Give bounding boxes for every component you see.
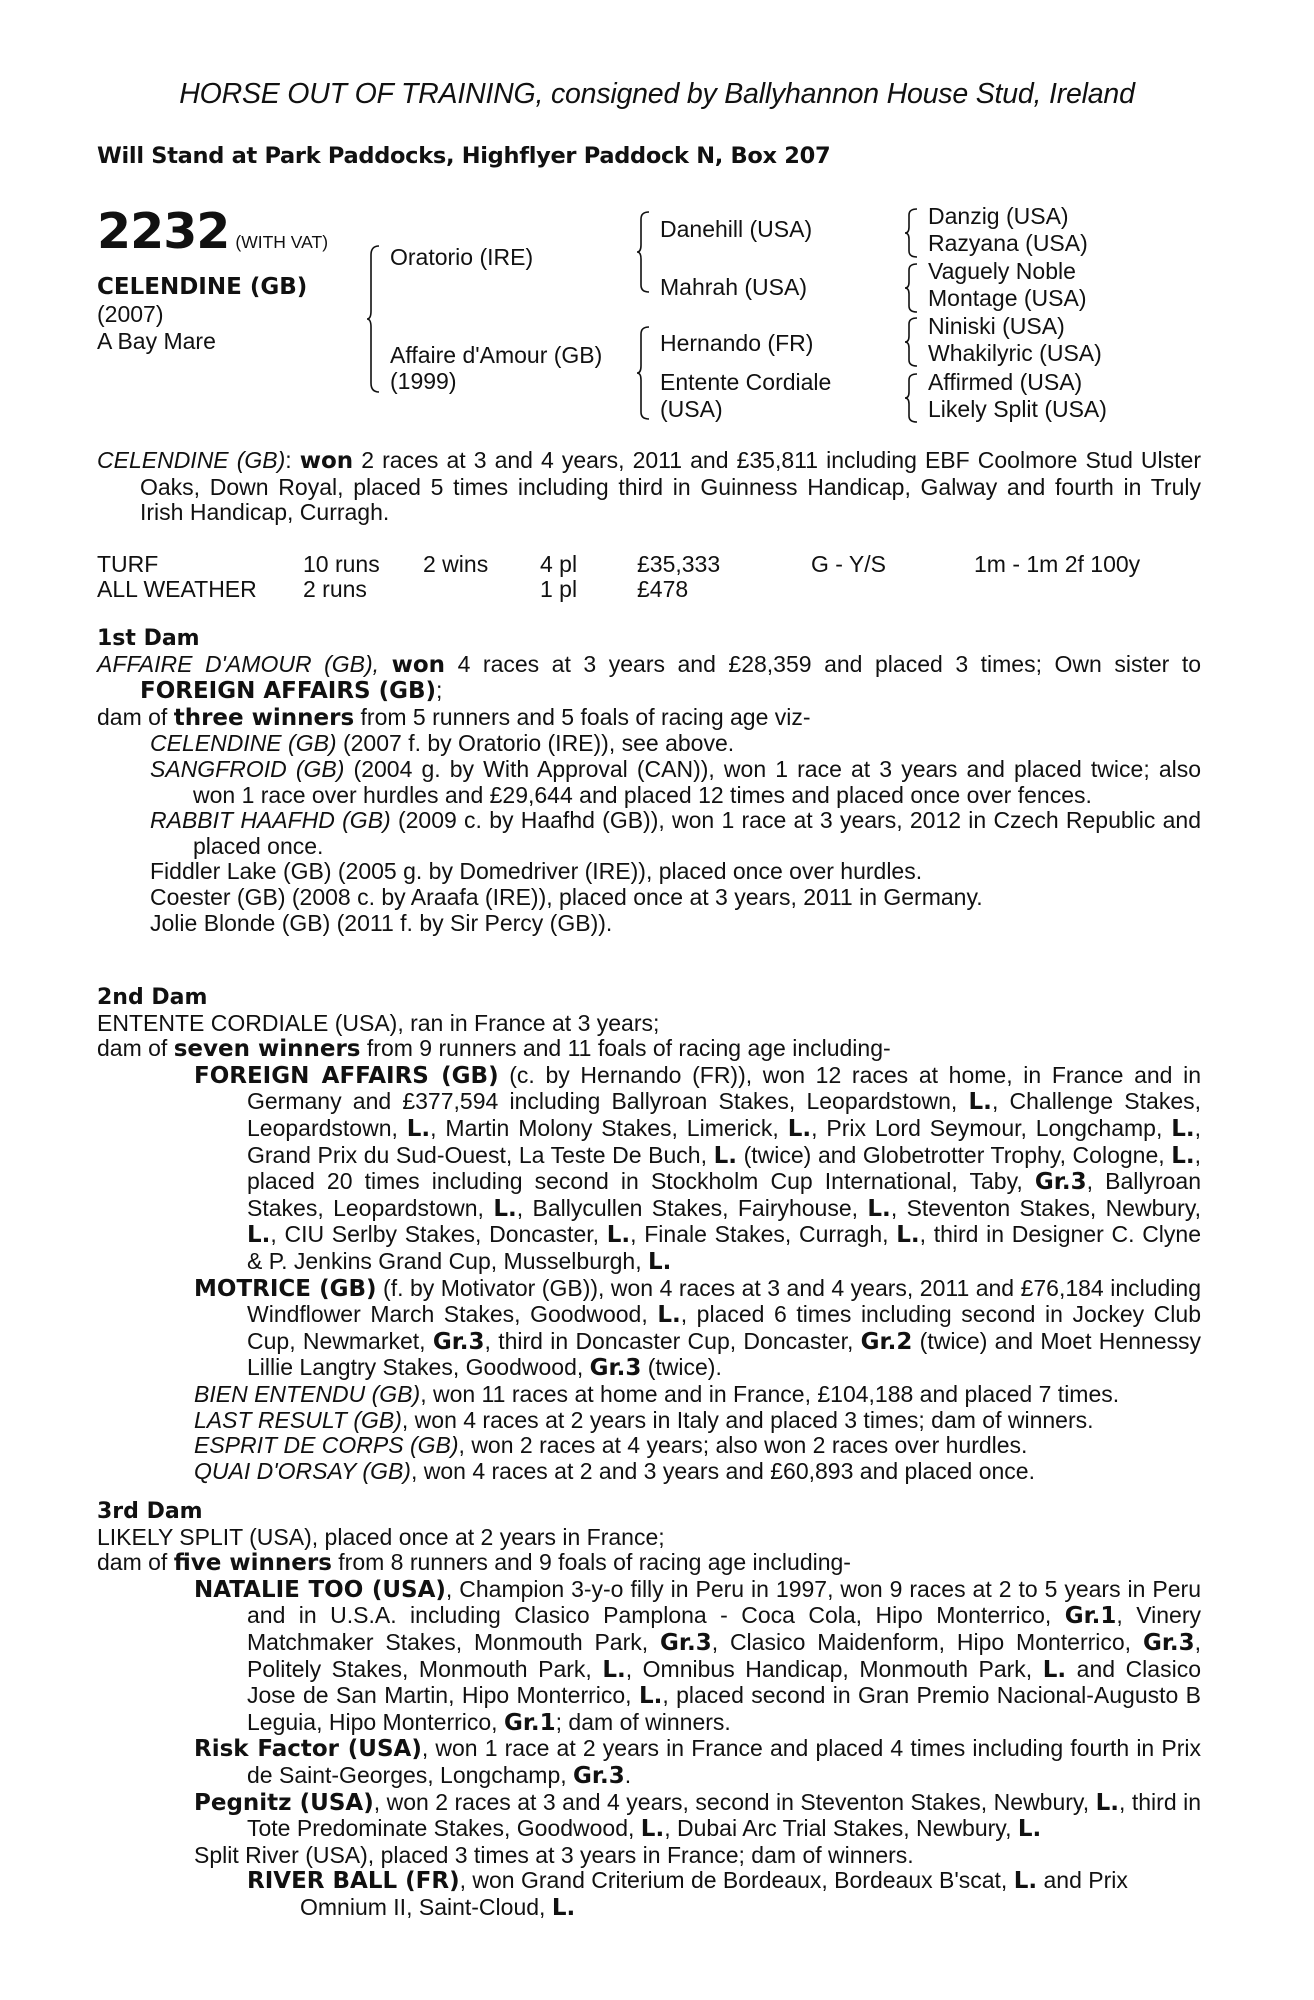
summary-text: 2 races at 3 and 4 years, 2011 and £35,811 including EBF Coolmore Stud Ulster Oaks, Down Royal, placed 5 times including third in Guinness Handicap, Galway and fourth in Truly Irish Handicap, Curragh. bbox=[140, 447, 1201, 526]
text-fragment: (2009 c. by Haafhd (GB)), won 1 race at 3 years, 2012 in Czech Republic and placed once. bbox=[193, 807, 1202, 859]
progeny-item: Jolie Blonde (GB) (2011 f. by Sir Percy (GB)). bbox=[150, 909, 613, 936]
text-fragment: 4 races at 3 years and £28,359 and placed 3 times; Own sister to bbox=[457, 650, 1202, 677]
race-grade-mark: L. bbox=[713, 1142, 738, 1169]
progeny-item bbox=[97, 1577, 1201, 1737]
sire: Oratorio (IRE) bbox=[390, 244, 534, 270]
race-grade-mark: L. bbox=[896, 1222, 920, 1249]
text-fragment: , Politely Stakes, Monmouth Park, bbox=[247, 1628, 1202, 1682]
progeny-item bbox=[97, 1790, 1201, 1843]
progeny-item bbox=[97, 1063, 1201, 1276]
race-grade-mark: L. bbox=[1095, 1789, 1119, 1816]
dam-sire: Hernando (FR) bbox=[660, 330, 814, 356]
lot-heading bbox=[97, 203, 328, 260]
text-fragment: BIEN ENTENDU (GB) bbox=[194, 1380, 421, 1407]
text-fragment: , Dubai Arc Trial Stakes, Newbury, bbox=[664, 1815, 1012, 1842]
brace-g1 bbox=[904, 208, 918, 258]
text-fragment: RABBIT HAAFHD (GB) bbox=[150, 807, 391, 834]
progeny-item bbox=[97, 1276, 1201, 1382]
race-grade-mark: Gr.3 bbox=[1034, 1169, 1087, 1196]
text-fragment: , won 2 races at 4 years; also won 2 races over hurdles. bbox=[458, 1432, 1028, 1459]
race-grade-mark: Gr.3 bbox=[589, 1355, 642, 1382]
stand-location: Will Stand at Park Paddocks, Highflyer Paddock N, Box 207 bbox=[97, 143, 831, 169]
text-fragment: RIVER BALL (FR) bbox=[247, 1868, 460, 1895]
progeny-item bbox=[97, 1408, 1201, 1434]
text-fragment: QUAI D'ORSAY (GB) bbox=[194, 1457, 411, 1484]
race-grade-mark: Gr.1 bbox=[503, 1709, 556, 1736]
dam-dam-origin: (USA) bbox=[660, 396, 723, 422]
text-fragment: MOTRICE (GB) bbox=[194, 1275, 377, 1302]
race-grade-mark: Gr.2 bbox=[860, 1328, 913, 1355]
second-dam-heading: 2nd Dam bbox=[97, 985, 208, 1010]
progeny-item bbox=[97, 808, 1201, 859]
summary-name: CELENDINE (GB) bbox=[97, 447, 286, 473]
text-fragment: (f. by Motivator (GB)), won 4 races at 3 and 4 years, 2011 and £76,184 including Windflower March Stakes, Goodwood, bbox=[247, 1274, 1202, 1328]
text-fragment: ALL WEATHER bbox=[97, 576, 257, 602]
text-fragment: and Prix Omnium II, Saint-Cloud, bbox=[300, 1867, 1128, 1920]
race-summary: CELENDINE (GB): won 2 races at 3 and 4 years, 2011 and £35,811 including EBF Coolmore Stud Ulster Oaks, Down Royal, placed 5 times including third in Guinness Handicap, Galway and fourth in Truly Irish Handicap, Curragh. bbox=[97, 447, 1201, 526]
gg-dsd: Whakilyric (USA) bbox=[928, 340, 1102, 366]
brace-g3 bbox=[904, 317, 918, 367]
second-dam-section: 2nd Dam ENTENTE CORDIALE (USA), ran in France at 3 years; dam of seven winners from 9 runners and 11 foals of racing age including- FOREIGN AFFAIRS (GB) (c. by Hernando (FR)), won 12 races at home, in France and in Germany and £377,594 including Ballyroan Stakes, Leopardstown, L., Challenge Stakes, Leopardstown, L., Martin Molony Stakes, Limerick, L., Prix Lord Seymour, Longchamp, L., Grand Prix du Sud-Ouest, La Teste De Buch, L. (twice) and Globetrotter Trophy, Cologne, L., placed 20 times including second in Stockholm Cup International, Taby, Gr.3, Ballyroan Stakes, Leopardstown, L., Ballycullen Stakes, Fairyhouse, L., Steventon Stakes, Newbury, L., CIU Serlby Stakes, Doncaster, L., Finale Stakes, Curragh, L., third in Designer C. Clyne & P. Jenkins Grand Cup, Musselburgh, L. MOTRICE (GB) (f. by Motivator (GB)), won 4 races at 3 and 4 years, 2011 and £76,184 including Windflower March Stakes, Goodwood, L., placed 6 times including second in Jockey Club Cup, Newmarket, Gr.3, third in Doncaster Cup, Doncaster, Gr.2 (twice) and Moet Hennessy Lillie Langtry Stakes, Goodwood, Gr.3 (twice). BIEN ENTENDU (GB), won 11 races at home and in France, £104,188 and placed 7 times. LAST RESULT (GB), won 4 races at 2 years in Italy and placed 3 times; dam of winners. ESPRIT DE CORPS (GB), won 2 races at 4 years; also won 2 races over hurdles. QUAI D'ORSAY (GB), won 4 races at 2 and 3 years and £60,893 and placed once. bbox=[97, 985, 1202, 1484]
text-fragment: 2 wins bbox=[423, 551, 489, 577]
sire-dam: Mahrah (USA) bbox=[660, 274, 807, 300]
text-fragment: SANGFROID (GB) bbox=[150, 755, 345, 782]
race-grade-mark: Gr.3 bbox=[432, 1328, 485, 1355]
sire-dam-brace bbox=[366, 245, 380, 393]
text-fragment: , won 4 races at 2 years in Italy and placed 3 times; dam of winners. bbox=[401, 1406, 1094, 1433]
first-dam-section bbox=[97, 626, 1201, 936]
text-fragment: CELENDINE (GB) bbox=[150, 730, 337, 757]
text-fragment: , Vinery Matchmaker Stakes, Monmouth Park, bbox=[247, 1602, 1201, 1655]
dam: Affaire d'Amour (GB) bbox=[390, 342, 603, 368]
text-fragment: , Prix Lord Seymour, Longchamp, bbox=[811, 1114, 1163, 1141]
progeny-item bbox=[97, 1433, 1201, 1459]
race-grade-mark: Gr.3 bbox=[1142, 1629, 1195, 1656]
third-dam-section: 3rd Dam LIKELY SPLIT (USA), placed once at 2 years in France; dam of five winners from 8 runners and 9 foals of racing age including- NATALIE TOO (USA), Champion 3-y-o filly in Peru in 1997, won 9 races at 2 to 5 years in Peru and in U.S.A. including Clasico Pamplona - Coca Cola, Hipo Monterrico, Gr.1, Vinery Matchmaker Stakes, Monmouth Park, Gr.3, Clasico Maidenform, Hipo Monterrico, Gr.3, Politely Stakes, Monmouth Park, L., Omnibus Handicap, Monmouth Park, L. and Clasico Jose de San Martin, Hipo Monterrico, L., placed second in Gran Premio Nacional-Augusto B Leguia, Hipo Monterrico, Gr.1; dam of winners. Risk Factor (USA), won 1 race at 2 years in France and placed 4 times including fourth in Prix de Saint-Georges, Longchamp, Gr.3. Pegnitz (USA), won 2 races at 3 and 4 years, second in Steventon Stakes, Newbury, L., third in Tote Predominate Stakes, Goodwood, L., Dubai Arc Trial Stakes, Newbury, L. Split River (USA), placed 3 times at 3 years in France; dam of winners. RIVER BALL (FR), won Grand Criterium de Bordeaux, Bordeaux B'scat, L. and Prix Omnium II, Saint-Cloud, L. bbox=[97, 1499, 1202, 1921]
text-fragment: , Grand Prix du Sud-Ouest, La Teste De Buch, bbox=[247, 1114, 1202, 1168]
text-fragment: , third in Designer C. Clyne & P. Jenkins Grand Cup, Musselburgh, bbox=[247, 1221, 1201, 1274]
race-grade-mark: L. bbox=[648, 1248, 672, 1275]
text-fragment: , won 4 races at 2 and 3 years and £60,893 and placed once. bbox=[410, 1457, 1035, 1484]
race-grade-mark: L. bbox=[1171, 1115, 1195, 1142]
text-fragment: , placed 6 times including second in Jockey Club Cup, Newmarket, bbox=[247, 1301, 1201, 1354]
horse-description: A Bay Mare bbox=[97, 328, 216, 354]
text-fragment: dam of bbox=[97, 703, 168, 730]
text-fragment: and Clasico Jose de San Martin, Hipo Monterrico, bbox=[247, 1655, 1201, 1709]
text-fragment: (2007 f. by Oratorio (IRE)), see above. bbox=[342, 730, 735, 757]
text-fragment: , Steventon Stakes, Newbury, bbox=[890, 1194, 1202, 1221]
third-dam-heading: 3rd Dam bbox=[97, 1499, 203, 1524]
text-fragment: , Challenge Stakes, Leopardstown, bbox=[247, 1088, 1202, 1141]
text-fragment: ; dam of winners. bbox=[555, 1708, 731, 1735]
progeny-item bbox=[97, 757, 1201, 808]
race-grade-mark: Gr.1 bbox=[1064, 1603, 1117, 1630]
text-fragment: five winners bbox=[173, 1550, 332, 1577]
text-fragment: , won 1 race at 2 years in France and placed 4 times including fourth in Prix de Saint-Georges, Longchamp, bbox=[247, 1735, 1201, 1788]
text-fragment: Pegnitz (USA) bbox=[194, 1789, 374, 1816]
gg-dss: Niniski (USA) bbox=[928, 313, 1065, 339]
text-fragment: 4 pl bbox=[540, 551, 578, 577]
text-fragment: , Martin Molony Stakes, Limerick, bbox=[430, 1114, 779, 1141]
sire-brace bbox=[636, 211, 650, 293]
race-grade-mark: L. bbox=[606, 1222, 631, 1249]
text-fragment: , won 2 races at 3 and 4 years, second in Steventon Stakes, Newbury, bbox=[373, 1788, 1090, 1815]
text-fragment: 10 runs bbox=[303, 551, 380, 577]
first-dam-heading: 1st Dam bbox=[97, 626, 200, 651]
summary-won: won bbox=[299, 448, 354, 474]
progeny-item: Fiddler Lake (GB) (2005 g. by Domedriver (IRE)), placed once over hurdles. bbox=[150, 858, 923, 885]
text-fragment: , Clasico Maidenform, Hipo Monterrico, bbox=[711, 1628, 1132, 1655]
progeny-item: Coester (GB) (2008 c. by Araafa (IRE)), placed once at 3 years, 2011 in Germany. bbox=[150, 883, 983, 910]
page-title: HORSE OUT OF TRAINING, consigned by Ballyhannon House Stud, Ireland bbox=[179, 78, 1135, 110]
text-fragment: FOREIGN AFFAIRS (GB) bbox=[194, 1062, 499, 1089]
race-grade-mark: L. bbox=[787, 1115, 812, 1142]
text-fragment: (2004 g. by With Approval (CAN)), won 1 race at 3 years and placed twice; also won 1 race over hurdles and £29,644 and placed 12 times and placed once over fences. bbox=[193, 755, 1202, 808]
race-grade-mark: L. bbox=[1013, 1868, 1038, 1895]
sire-sire: Danehill (USA) bbox=[660, 216, 813, 242]
progeny-item: Split River (USA), placed 3 times at 3 years in France; dam of winners. bbox=[194, 1841, 914, 1868]
race-grade-mark: L. bbox=[247, 1222, 271, 1249]
text-fragment: seven winners bbox=[173, 1036, 361, 1063]
text-fragment: , CIU Serlby Stakes, Doncaster, bbox=[270, 1221, 600, 1248]
race-grade-mark: L. bbox=[406, 1115, 431, 1142]
text-fragment: , placed second in Gran Premio Nacional-Augusto B Leguia, Hipo Monterrico, bbox=[247, 1682, 1202, 1735]
text-fragment: dam of bbox=[97, 1549, 168, 1576]
text-fragment: (twice) and Moet Hennessy Lillie Langtry Stakes, Goodwood, bbox=[247, 1327, 1202, 1381]
text-fragment: three winners bbox=[173, 704, 355, 731]
text-fragment: , won Grand Criterium de Bordeaux, Bordeaux B'scat, bbox=[459, 1867, 1008, 1894]
text-fragment: NATALIE TOO (USA) bbox=[194, 1576, 446, 1603]
text-fragment: , won 11 races at home and in France, £104,188 and placed 7 times. bbox=[420, 1380, 1120, 1407]
text-fragment: £478 bbox=[637, 576, 689, 602]
progeny-item bbox=[97, 1382, 1201, 1408]
gg-ddd: Likely Split (USA) bbox=[928, 396, 1107, 422]
progeny-item bbox=[97, 731, 1201, 757]
text-fragment: , placed 20 times including second in Stockholm Cup International, Taby, bbox=[247, 1141, 1202, 1195]
text-fragment: (twice). bbox=[647, 1354, 722, 1381]
text-fragment: 2 runs bbox=[303, 576, 367, 602]
gg-sdd: Montage (USA) bbox=[928, 285, 1087, 311]
text-fragment: (twice) and Globetrotter Trophy, Cologne, bbox=[743, 1141, 1165, 1168]
text-fragment: dam of bbox=[97, 1035, 168, 1062]
gg-ssd: Razyana (USA) bbox=[928, 230, 1088, 256]
race-grade-mark: Gr.3 bbox=[573, 1762, 625, 1789]
text-fragment: £35,333 bbox=[637, 551, 721, 577]
gg-dds: Affirmed (USA) bbox=[928, 369, 1083, 395]
brace-g2 bbox=[904, 263, 918, 313]
race-grade-mark: L. bbox=[551, 1894, 576, 1921]
gg-sss: Danzig (USA) bbox=[928, 203, 1069, 229]
text-fragment: LAST RESULT (GB) bbox=[194, 1406, 402, 1433]
race-grade-mark: L. bbox=[1017, 1816, 1042, 1843]
text-fragment: ; bbox=[436, 677, 443, 704]
race-grade-mark: L. bbox=[867, 1195, 891, 1222]
text-fragment: . bbox=[624, 1761, 632, 1788]
text-fragment: TURF bbox=[97, 551, 159, 577]
text-fragment: from 5 runners and 5 foals of racing age viz- bbox=[360, 703, 811, 730]
text-fragment: from 8 runners and 9 foals of racing age including- bbox=[338, 1549, 851, 1576]
text-fragment: ESPRIT DE CORPS (GB) bbox=[194, 1432, 459, 1459]
race-grade-mark: L. bbox=[1171, 1142, 1195, 1169]
race-grade-mark: L. bbox=[602, 1656, 626, 1683]
text-fragment: , Champion 3-y-o filly in Peru in 1997, won 9 races at 2 to 5 years in Peru and in U.S.A. including Clasico Pamplona - Coca Cola, Hipo Monterrico, bbox=[247, 1575, 1202, 1629]
dam-brace bbox=[636, 326, 650, 420]
text-fragment: 1 pl bbox=[540, 576, 578, 602]
text-fragment: won bbox=[391, 651, 446, 678]
progeny-item bbox=[97, 1868, 1201, 1921]
race-grade-mark: L. bbox=[657, 1302, 681, 1329]
race-grade-mark: Gr.3 bbox=[660, 1629, 712, 1656]
horse-name: CELENDINE (GB) bbox=[97, 274, 308, 300]
lot-number: 2232 bbox=[97, 203, 230, 260]
text-fragment: , Omnibus Handicap, Monmouth Park, bbox=[625, 1655, 1033, 1682]
text-fragment: Risk Factor (USA) bbox=[194, 1736, 422, 1763]
brace-g4 bbox=[904, 373, 918, 423]
progeny-item bbox=[97, 1459, 1201, 1485]
text-fragment: , Ballycullen Stakes, Fairyhouse, bbox=[516, 1194, 859, 1221]
text-fragment: from 9 runners and 11 foals of racing age including- bbox=[366, 1035, 891, 1062]
horse-year: (2007) bbox=[97, 301, 164, 327]
text-fragment: 1m - 1m 2f 100y bbox=[974, 551, 1141, 577]
text-fragment: G - Y/S bbox=[811, 551, 886, 577]
dam-dam: Entente Cordiale bbox=[660, 369, 832, 395]
progeny-item bbox=[97, 1736, 1201, 1789]
lot-vat: (WITH VAT) bbox=[235, 232, 329, 252]
text-fragment: (c. by Hernando (FR)), won 12 races at home, in France and in Germany and £377,594 including Ballyroan Stakes, Leopardstown, bbox=[247, 1061, 1202, 1115]
race-grade-mark: L. bbox=[640, 1816, 665, 1843]
text-fragment: , third in Tote Predominate Stakes, Goodwood, bbox=[247, 1788, 1201, 1842]
race-grade-mark: L. bbox=[968, 1089, 992, 1116]
dam1-sister: FOREIGN AFFAIRS (GB) bbox=[140, 678, 437, 705]
text-fragment: , Ballyroan Stakes, Leopardstown, bbox=[247, 1168, 1202, 1221]
dam1-name: AFFAIRE D'AMOUR (GB), bbox=[97, 650, 380, 677]
gg-sds: Vaguely Noble bbox=[928, 258, 1076, 284]
race-grade-mark: L. bbox=[638, 1683, 663, 1710]
race-grade-mark: L. bbox=[1042, 1656, 1067, 1683]
text-fragment: , third in Doncaster Cup, Doncaster, bbox=[484, 1327, 854, 1354]
race-grade-mark: L. bbox=[493, 1195, 517, 1222]
dam-year: (1999) bbox=[390, 368, 457, 394]
text-fragment: , Finale Stakes, Curragh, bbox=[630, 1221, 889, 1248]
